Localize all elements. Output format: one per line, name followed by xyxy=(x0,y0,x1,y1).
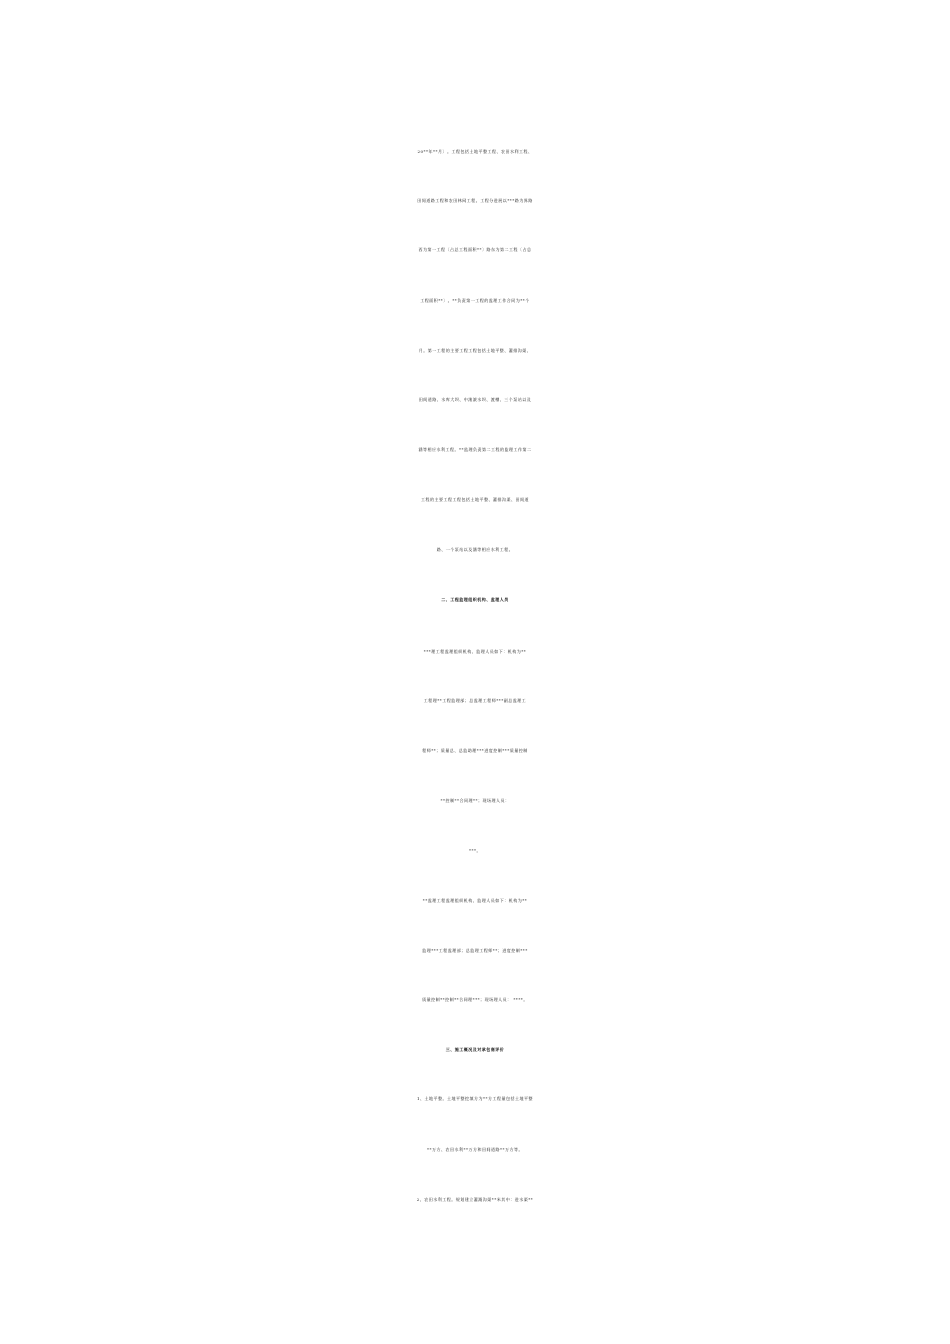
text-line: 工程理**工程监理部；总监理工程师***副总监理工 xyxy=(423,698,527,703)
text-line: 监理***工程监理部；总监理工程师**；进度控制*** xyxy=(422,948,528,953)
text-line: **监理工程监理组织机构、监理人员如下：机构为** xyxy=(422,898,528,903)
text-line: 20**年**月〕。工程包括土地平整工程、农田水利工程、 xyxy=(417,149,533,154)
text-line: 程师**；质量总、总监助理***进度控制***质量控制 xyxy=(422,748,528,753)
text-line: 西为第一工程〔占总工程面积**〕路东为第二工程〔占总 xyxy=(418,247,532,252)
text-line: 工程面积**〕。**负责第一工程的监理工作合同为**个 xyxy=(420,298,530,303)
text-line: 工程的主要工程工程包括土地平整、灌排沟渠、田间道 xyxy=(421,497,529,502)
text-line: **万方、农田水利**万方和田间道路**万方等。 xyxy=(427,1147,523,1152)
text-line: ***。 xyxy=(469,848,481,853)
text-line: 2、农田水利工程。规划建立灌溉沟渠**米其中：进水渠** xyxy=(416,1197,534,1202)
text-line: 1、土地平整。土地平整挖填方为**方工程量包括土地平整 xyxy=(416,1096,534,1101)
text-line: **控制**合同理**；现场理人员： xyxy=(440,798,510,803)
text-line: 月。第一工程的主要工程工程包括土地平整、灌排沟渠、 xyxy=(418,348,532,353)
section-heading: 二、工程监理组织机构、监理人员 xyxy=(441,597,509,602)
text-line: 质量控制**控制**合同理***；现场理人员： ****。 xyxy=(422,997,528,1002)
text-line: ***理工程监理组织机构、监理人员如下：机构为** xyxy=(423,649,527,654)
text-line: 田间道路工程和农田林网工程。工程分进展以***路为界路 xyxy=(417,198,533,203)
text-line: 涵等相应水利工程。**监理负责第二工程的监理工作第二 xyxy=(418,447,532,452)
section-heading: 三、施工概况及对承包商评价 xyxy=(445,1047,505,1052)
text-line: 路、一个泵站以及涵等相应水利工程。 xyxy=(436,547,514,552)
text-line: 田间道路、水库大坝、中滚滚水坝、渡槽、三个泵站以及 xyxy=(418,397,532,402)
